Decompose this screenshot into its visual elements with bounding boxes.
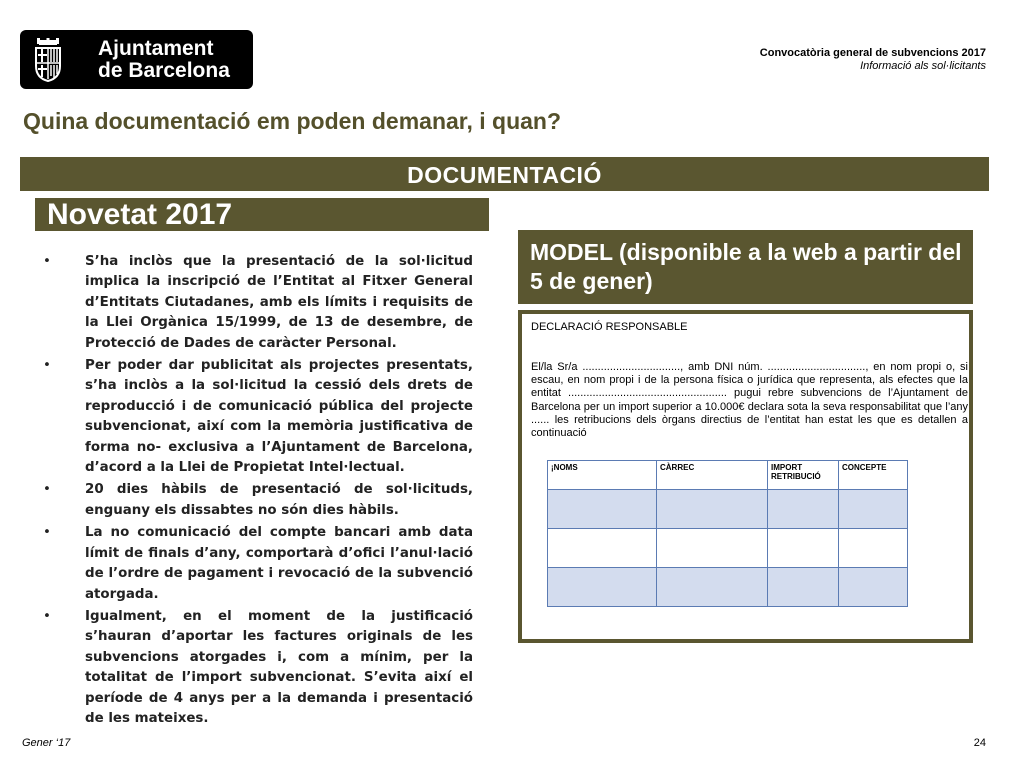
table-header-concepte: CONCEPTE	[839, 461, 908, 490]
bullet-text: S’ha inclòs que la presentació de la sol·licitud implica la inscripció de l’Entitat al Fitxer General d’Entitats Ciutadanes, amb els límits i requisits de la Llei Orgànica 15/1999, de 13 de desembre, de Protecció de Dades de caràcter Personal.	[85, 254, 473, 351]
page-title: Quina documentació em poden demanar, i quan?	[23, 108, 562, 134]
table-cell	[839, 568, 908, 607]
form-text: El/la Sr/a ................................, amb DNI núm. ................................, en nom propi o, si escau, en nom propi i de la persona física o jurídica que representa, als efectes que la entitat .................................................... pugui rebre subvencions de l’Ajuntament de Barcelona per un import superior a 10.000€ declara sota la seva responsabilitat que l’any ...... les retribucions dels òrgans directius de l’entitat han estat les que es detallen a continuació	[531, 361, 968, 440]
bullet-dot: •	[43, 358, 51, 374]
bullet-text: La no comunicació del compte bancari amb data límit de finals d’any, comportarà d’ofici l’anul·lació de l’ordre de pagament i revocació de la subvenció atorgada.	[85, 525, 473, 602]
bullet-text: 20 dies hàbils de presentació de sol·licituds, enguany els dissabtes no són dies hàbils.	[85, 482, 473, 518]
bullet-list	[43, 252, 473, 731]
table-cell	[839, 490, 908, 529]
convocatoria-text: Convocatòria general de subvencions 2017	[759, 47, 986, 59]
bullet-dot: •	[43, 608, 51, 624]
table-cell	[768, 490, 839, 529]
bullet-text: Per poder dar publicitat als projectes presentats, s’ha inclòs a la sol·licitud la cessió dels drets de reproducció i de comunicació pública del projecte subvencionat, així com la memòria justificativa de forma no- exclusiva a l’Ajuntament de Barcelona, d’acord a la Llei de Propietat Intel·lectual.	[85, 358, 473, 476]
table-header-import: IMPORT RETRIBUCIÓ	[768, 461, 839, 490]
list-item	[43, 356, 473, 478]
logo	[20, 30, 253, 89]
footer-date: Gener ‘17	[22, 737, 71, 749]
model-heading: MODEL (disponible a la web a partir del 5 de gener)	[518, 230, 973, 304]
logo-text	[76, 38, 230, 82]
page-number: 24	[973, 737, 986, 749]
form-title: DECLARACIÓ RESPONSABLE	[531, 321, 688, 333]
table-header-noms: ¡NOMS	[548, 461, 657, 490]
bullet-dot: •	[43, 482, 51, 498]
table-cell	[548, 490, 657, 529]
table-header-row	[548, 461, 908, 490]
table-cell	[768, 568, 839, 607]
list-item	[43, 480, 473, 521]
table-cell	[657, 529, 768, 568]
header-info	[760, 47, 986, 73]
list-item	[43, 523, 473, 605]
table-row	[548, 568, 908, 607]
novetat-heading: Novetat 2017	[35, 198, 489, 231]
documentacio-banner: DOCUMENTACIÓ	[20, 157, 989, 191]
bullet-dot: •	[43, 525, 51, 541]
table-cell	[839, 529, 908, 568]
informacio-text: Informació als sol·licitants	[860, 60, 986, 72]
list-item	[43, 607, 473, 729]
form-preview	[518, 310, 973, 643]
table-row	[548, 529, 908, 568]
table-row	[548, 490, 908, 529]
list-item	[43, 252, 473, 354]
table-cell	[657, 490, 768, 529]
table-cell	[768, 529, 839, 568]
table-cell	[657, 568, 768, 607]
table-cell	[548, 529, 657, 568]
logo-line1: Ajuntament	[98, 36, 214, 60]
table-header-carrec: CÀRREC	[657, 461, 768, 490]
bullet-text: Igualment, en el moment de la justificació s’hauran d’aportar les factures originals de les subvencions atorgades i, com a mínim, per la totalitat de l’import subvencionat. S’evita així el període de 4 anys per a la demanda i presentació de les mateixes.	[85, 608, 473, 726]
table-cell	[548, 568, 657, 607]
logo-line2: de Barcelona	[98, 58, 230, 82]
bullet-dot: •	[43, 254, 51, 269]
coat-of-arms-icon	[20, 30, 76, 89]
form-table	[547, 460, 908, 607]
